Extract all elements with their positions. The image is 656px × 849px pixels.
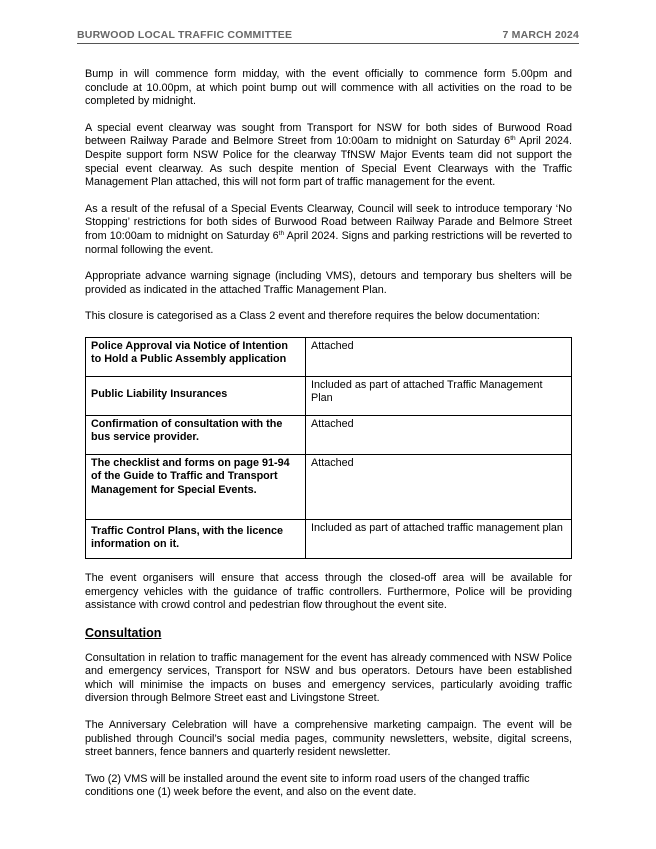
table-row <box>86 415 572 454</box>
table-cell-item: Traffic Control Plans, with the licence information on it. <box>86 519 306 558</box>
paragraph-no-stopping <box>85 203 572 257</box>
header-organisation: BURWOOD LOCAL TRAFFIC COMMITTEE <box>77 29 293 41</box>
table-cell-item: The checklist and forms on page 91-94 of the Guide to Traffic and Transport Management for Special Events. <box>86 454 306 519</box>
table-row <box>86 454 572 519</box>
page-header <box>77 29 579 44</box>
paragraph-class-2: This closure is categorised as a Class 2 event and therefore requires the below documentation: <box>85 310 540 323</box>
table-cell-status: Included as part of attached Traffic Management Plan <box>306 376 572 415</box>
paragraph-no-stopping-part-2: April 2024. Signs and parking restrictions will be reverted to normal following the event. <box>85 229 573 256</box>
header-date: 7 MARCH 2024 <box>502 29 579 41</box>
table-row <box>86 519 572 558</box>
paragraph-signage: Appropriate advance warning signage (including VMS), detours and temporary bus shelters will be provided as indicated in the attached Traffic Management Plan. <box>85 270 572 296</box>
ordinal-suffix: th <box>278 229 285 237</box>
table-cell-status: Attached <box>306 454 572 519</box>
table-cell-status: Attached <box>306 337 572 376</box>
paragraph-clearway-part-1: A special event clearway was sought from Transport for NSW for both sides of Burwood Road between Railway Parade and Belmore Street from 10:00am to midnight on Saturday 6 <box>85 121 572 148</box>
table-row <box>86 376 572 415</box>
table-cell-item: Public Liability Insurances <box>86 376 306 415</box>
paragraph-clearway <box>85 122 572 190</box>
paragraph-bump-in: Bump in will commence form midday, with the event officially to commence form 5.00pm and conclude at 10.00pm, at which point bump out will commence with all activities on the road to be completed by midnight. <box>85 68 572 108</box>
paragraph-vms: Two (2) VMS will be installed around the event site to inform road users of the changed traffic conditions one (1) week before the event, and also on the event date. <box>85 772 530 799</box>
documentation-table <box>85 337 572 559</box>
table-cell-item: Confirmation of consultation with the bus service provider. <box>86 415 306 454</box>
section-heading-consultation: Consultation <box>85 625 162 640</box>
table-cell-status: Included as part of attached traffic management plan <box>306 519 572 558</box>
ordinal-suffix: th <box>510 135 516 143</box>
table-row <box>86 337 572 376</box>
paragraph-emergency-access: The event organisers will ensure that access through the closed-off area will be available for emergency vehicles with the guidance of traffic controllers. Furthermore, Police will be providing assistance with crowd control and pedestrian flow throughout the event site. <box>85 571 572 612</box>
table-cell-item: Police Approval via Notice of Intention to Hold a Public Assembly application <box>86 337 306 376</box>
paragraph-consultation: Consultation in relation to traffic management for the event has already commenced with NSW Police and emergency services, Transport for NSW and bus operators. Detours have been established which will minimise the impacts on buses and emergency services, particularly avoiding traffic diversion through Belmore Street east and Livingstone Street. <box>85 651 572 705</box>
paragraph-no-stopping-part-1: As a result of the refusal of a Special Events Clearway, Council will seek to introduce temporary ‘No Stopping’ restrictions for both sides of Burwood Road between Railway Parade and Belmore Street from 10:00am to midnight on Saturday 6 <box>85 202 572 242</box>
paragraph-marketing: The Anniversary Celebration will have a comprehensive marketing campaign. The event will be published through Council’s social media pages, community newsletters, website, digital screens, street banners, fence banners and quarterly resident newsletter. <box>85 719 572 759</box>
document-body <box>85 68 572 813</box>
table-cell-status: Attached <box>306 415 572 454</box>
paragraph-clearway-part-2: April 2024. Despite support form NSW Police for the clearway TfNSW Major Events team did not support the special event clearway. As such despite mention of Special Event Clearways with the Traffic Management Plan attached, this will not form part of traffic management for the event. <box>85 135 572 189</box>
